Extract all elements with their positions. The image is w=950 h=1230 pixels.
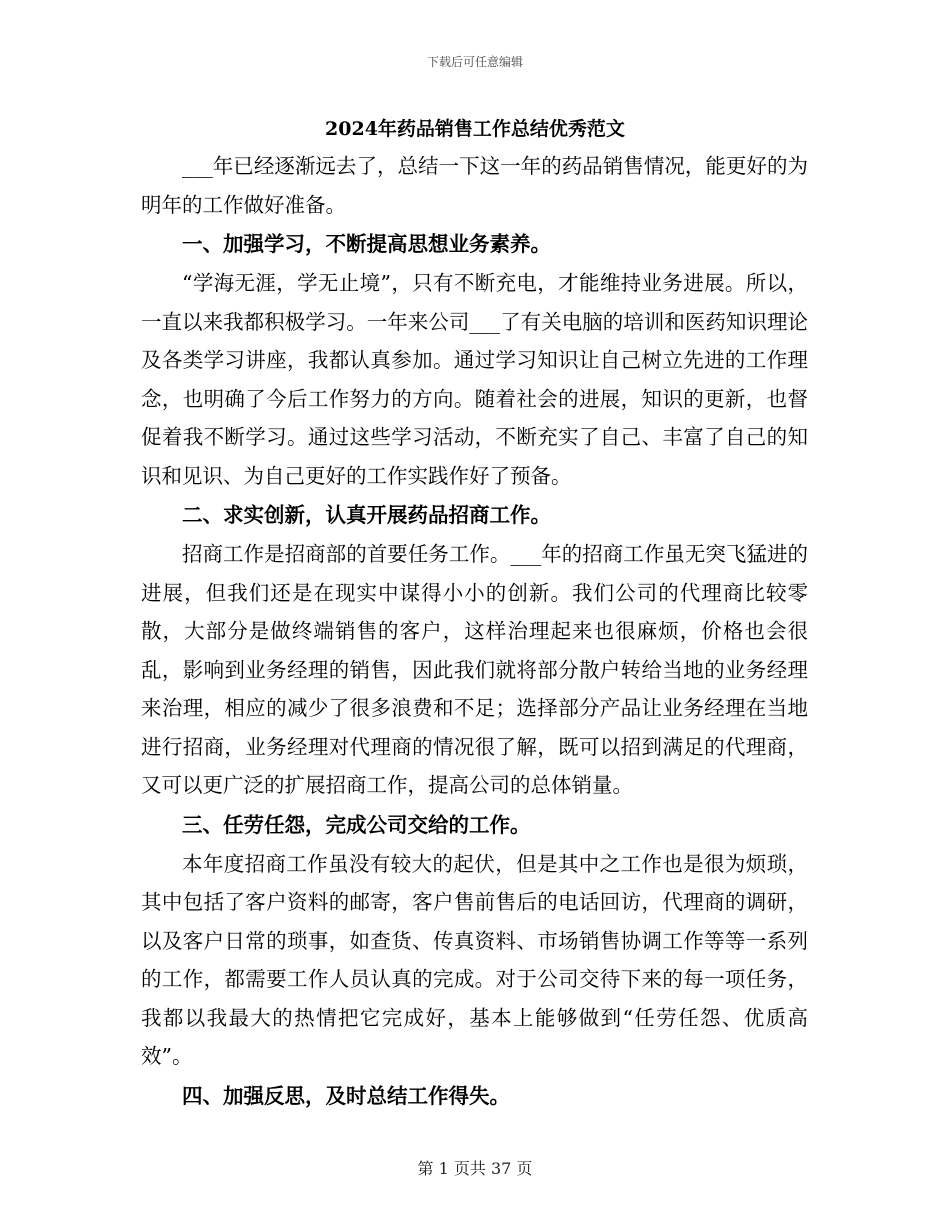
section-heading-2: 二、求实创新，认真开展药品招商工作。 xyxy=(182,503,551,527)
section-heading-1: 一、加强学习，不断提高思想业务素养。 xyxy=(182,232,551,256)
page-footer: 第 1 页共 37 页 xyxy=(417,1159,533,1178)
section-heading-3: 三、任劳任怨，完成公司交给的工作。 xyxy=(182,812,531,837)
document-title: 2024年药品销售工作总结优秀范文 xyxy=(325,118,625,140)
intro-paragraph: ___年已经逐渐远去了，总结一下这一年的药品销售情况，能更好的为明年的工作做好准备。 xyxy=(141,154,808,217)
header-note: 下载后可任意编辑 xyxy=(426,55,523,69)
section-body-3: 本年度招商工作虽没有较大的起伏，但是其中之工作也是很为烦琐，其中包括了客户资料的邮寄，客户售前售后的电话回访，代理商的调研，以及客户日常的琐事，如查货、传真资料、市场销售协调工作等等一系列的工作，都需要工作人员认真的完成。对于公司交待下来的每一项任务，我都以我最大的热情把它完成好，基本上能够做到“任劳任怨、优质高效”。 xyxy=(141,851,808,1068)
section-body-2: 招商工作是招商部的首要任务工作。___年的招商工作虽无突飞猛进的进展，但我们还是在现实中谋得小小的创新。我们公司的代理商比较零散，大部分是做终端销售的客户，这样治理起来也很麻烦，价格也会很乱，影响到业务经理的销售，因此我们就将部分散户转给当地的业务经理来治理，相应的减少了很多浪费和不足；选择部分产品让业务经理在当地进行招商，业务经理对代理商的情况很了解，既可以招到满足的代理商，又可以更广泛的扩展招商工作，提高公司的总体销量。 xyxy=(141,542,808,797)
section-body-1: “学海无涯，学无止境”，只有不断充电，才能维持业务进展。所以，一直以来我都积极学习。一年来公司___了有关电脑的培训和医药知识理论及各类学习讲座，我都认真参加。通过学习知识让自己树立先进的工作理念，也明确了今后工作努力的方向。随着社会的进展，知识的更新，也督促着我不断学习。通过这些学习活动，不断充实了自己、丰富了自己的知识和见识、为自己更好的工作实践作好了预备。 xyxy=(141,271,808,488)
section-heading-4: 四、加强反思，及时总结工作得失。 xyxy=(182,1083,510,1108)
document-body xyxy=(141,147,808,1116)
